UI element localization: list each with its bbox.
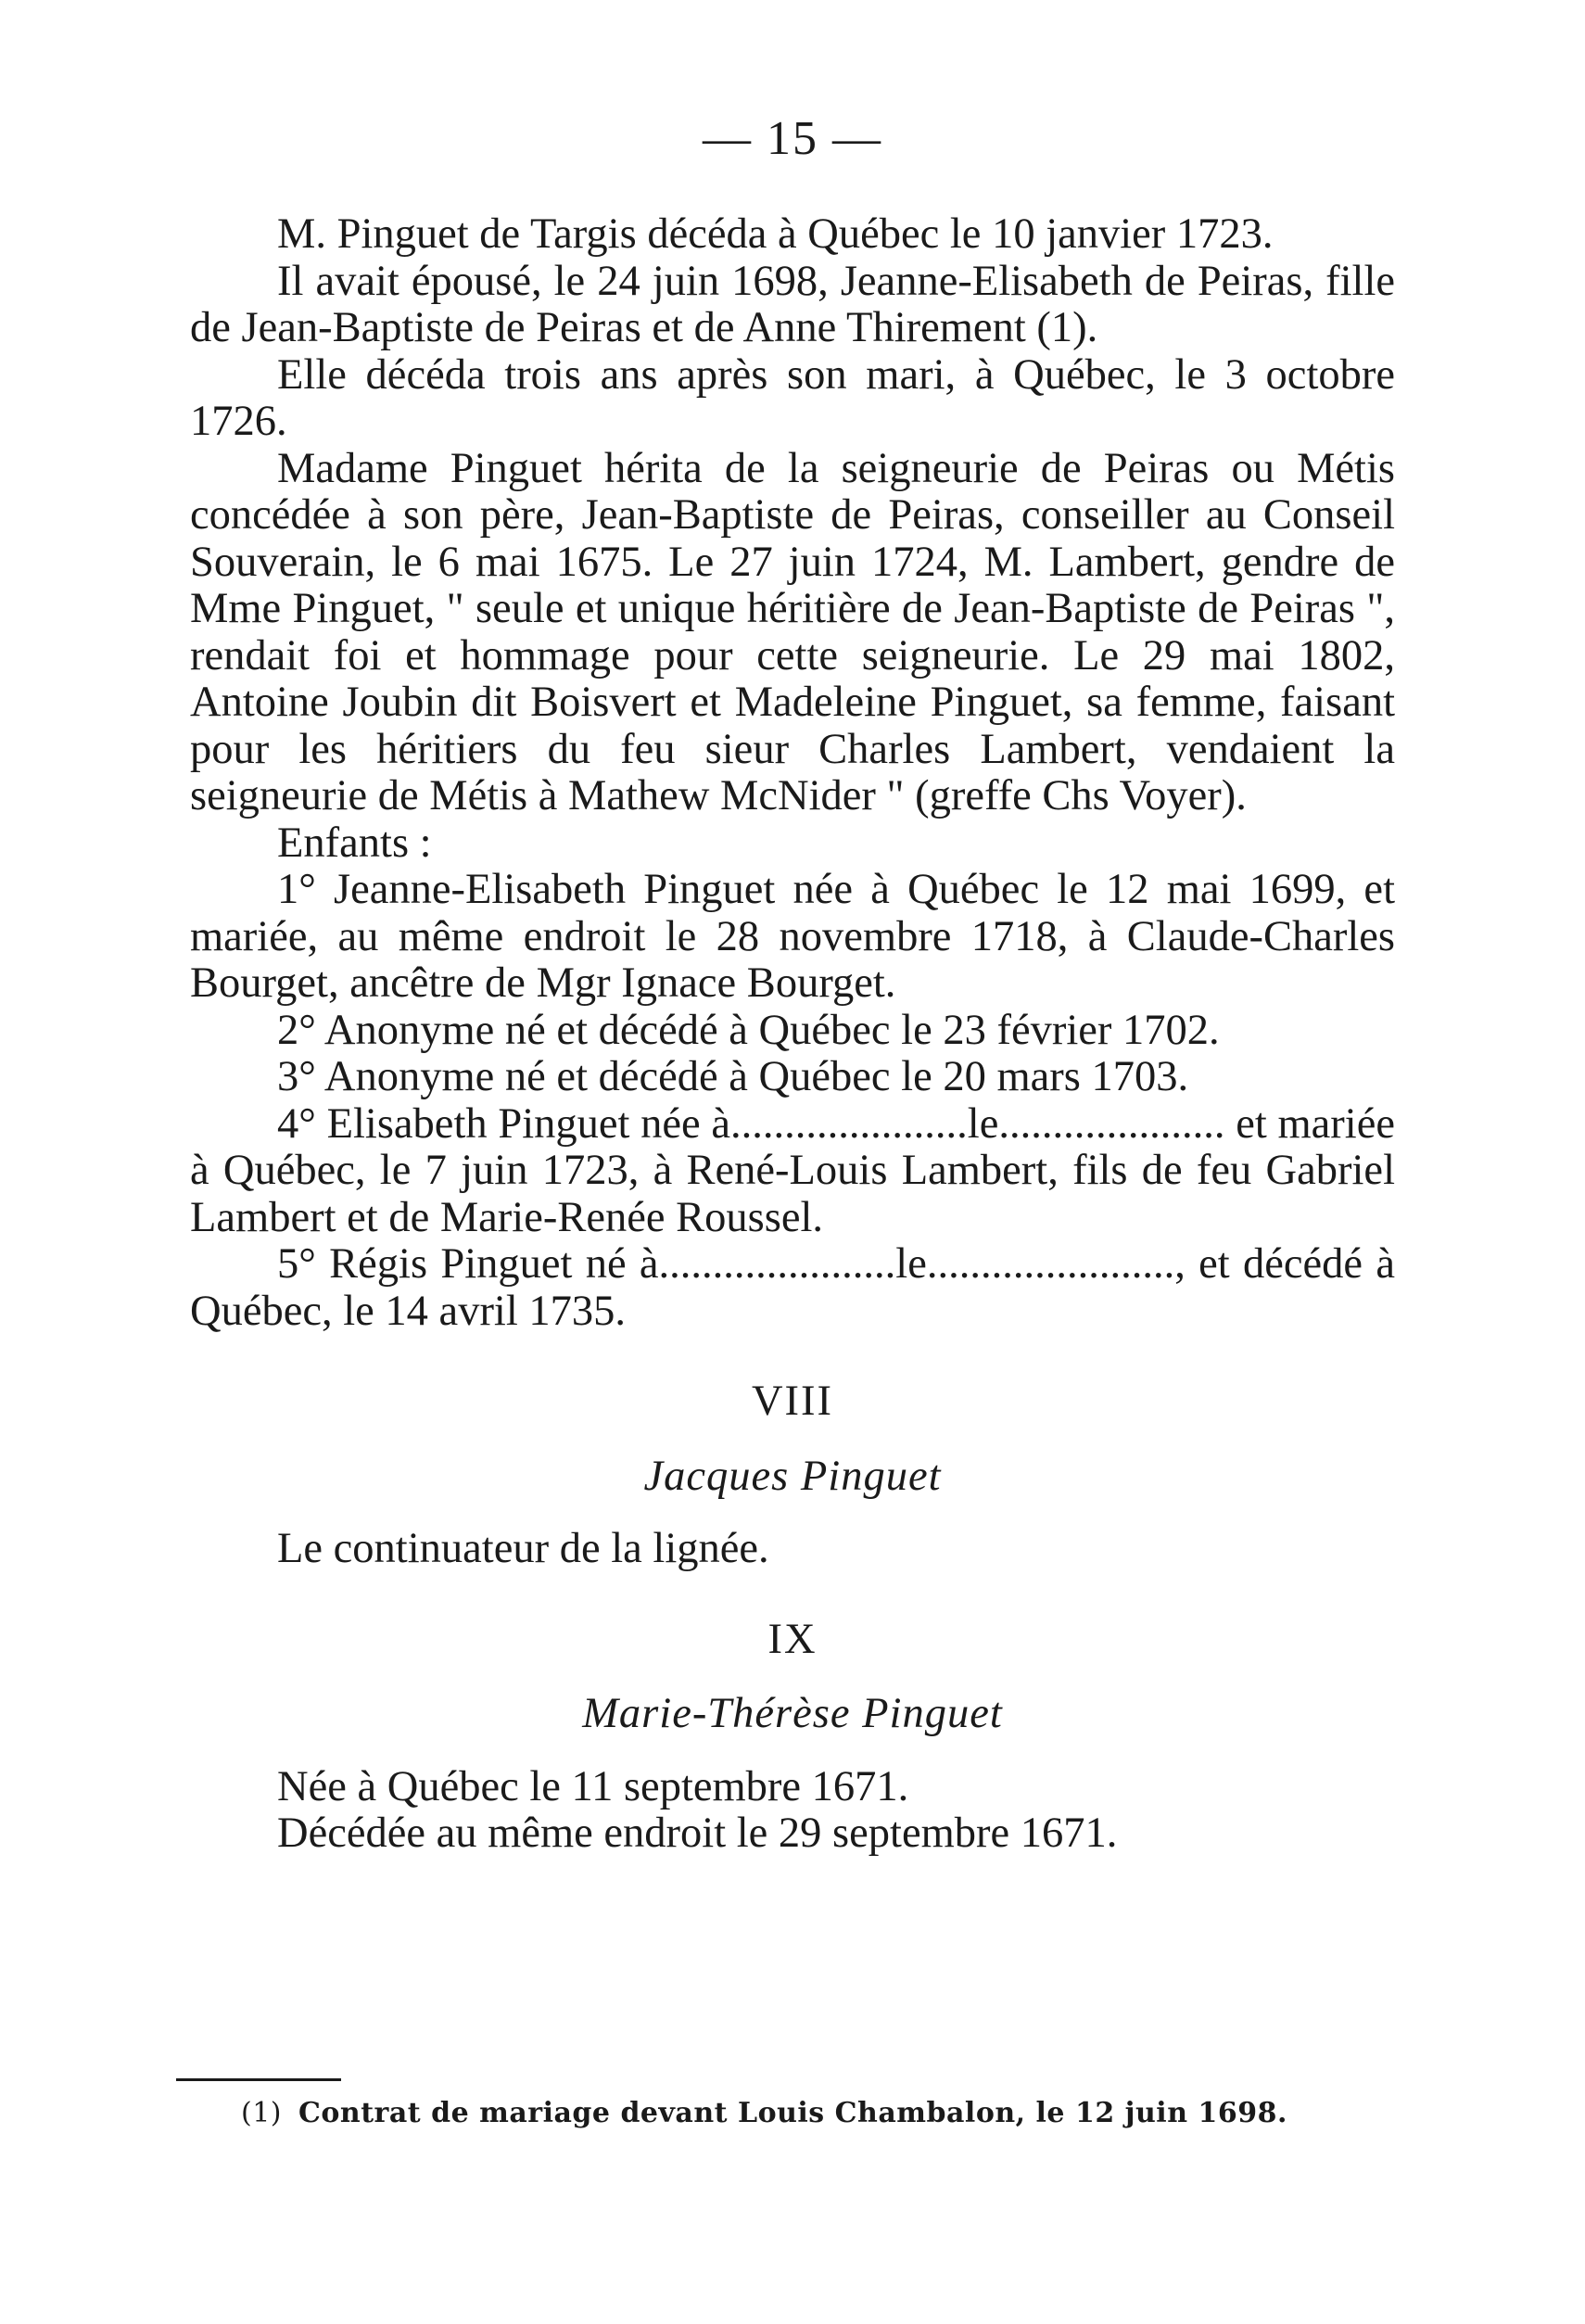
child-item-3: 3° Anonyme né et décédé à Québec le 20 mars 1703. [277, 1053, 1189, 1100]
section-text-viii: Le continuateur de la lignée. [277, 1525, 769, 1572]
child-item-1: 1° Jeanne-Elisabeth Pinguet née à Québec le 12 mai 1699, et mariée, au même endroit le 28 novembre 1718, à Claude-Charles Bourget, ancêtre de Mgr Ignace Bourget. [190, 866, 1395, 1007]
children-heading: Enfants : [277, 819, 432, 867]
section-name-ix: Marie-Thérèse Pinguet [582, 1690, 1003, 1737]
paragraph-death-wife: Elle décéda trois ans après son mari, à Québec, le 3 octobre 1726. [190, 350, 1395, 445]
footnote-divider [176, 2078, 341, 2081]
page-number: — 15 — [703, 112, 882, 165]
section-number-viii: VIII [751, 1378, 834, 1425]
body-text [190, 211, 1395, 1858]
section-name-viii: Jacques Pinguet [643, 1452, 942, 1500]
paragraph-marriage: Il avait épousé, le 24 juin 1698, Jeanne-Elisabeth de Peiras, fille de Jean-Baptiste de Peiras et de Anne Thirement (1). [190, 257, 1395, 351]
section-text-ix-birth: Née à Québec le 11 septembre 1671. [277, 1762, 909, 1810]
child-item-2: 2° Anonyme né et décédé à Québec le 23 février 1702. [277, 1006, 1220, 1054]
section-number-ix: IX [767, 1615, 818, 1663]
paragraph-seigneurie: Madame Pinguet hérita de la seigneurie de Peiras ou Métis concédée à son père, Jean-Baptiste de Peiras, conseiller au Conseil Souverain, le 6 mai 1675. Le 27 juin 1724, M. Lambert, gendre de Mme Pinguet, " seule et unique héritière de Jean-Baptiste de Peiras ", rendait foi et hommage pour cette seigneurie. Le 29 mai 1802, Antoine Joubin dit Boisvert et Madeleine Pinguet, sa femme, faisant pour les héritiers du feu sieur Charles Lambert, vendaient la seigneurie de Métis à Mathew McNider " (greffe Chs Voyer). [190, 444, 1395, 819]
section-text-ix-death: Décédée au même endroit le 29 septembre 1671. [277, 1810, 1118, 1857]
footnote-text: Contrat de mariage devant Louis Chambalon, le 12 juin 1698. [298, 2097, 1287, 2129]
child-item-5: 5° Régis Pinguet né à......................le......................., et décédé à Québec, le 14 avril 1735. [190, 1240, 1395, 1335]
footnote-ref: (1) [241, 2097, 282, 2129]
footnote [241, 2097, 1446, 2130]
paragraph-death-pinguet-de-targis: M. Pinguet de Targis décéda à Québec le 10 janvier 1723. [277, 210, 1274, 258]
child-item-4: 4° Elisabeth Pinguet née à......................le..................... et mariée à Québec, le 7 juin 1723, à René-Louis Lambert, fils de feu Gabriel Lambert et de Marie-Renée Roussel. [190, 1099, 1395, 1241]
